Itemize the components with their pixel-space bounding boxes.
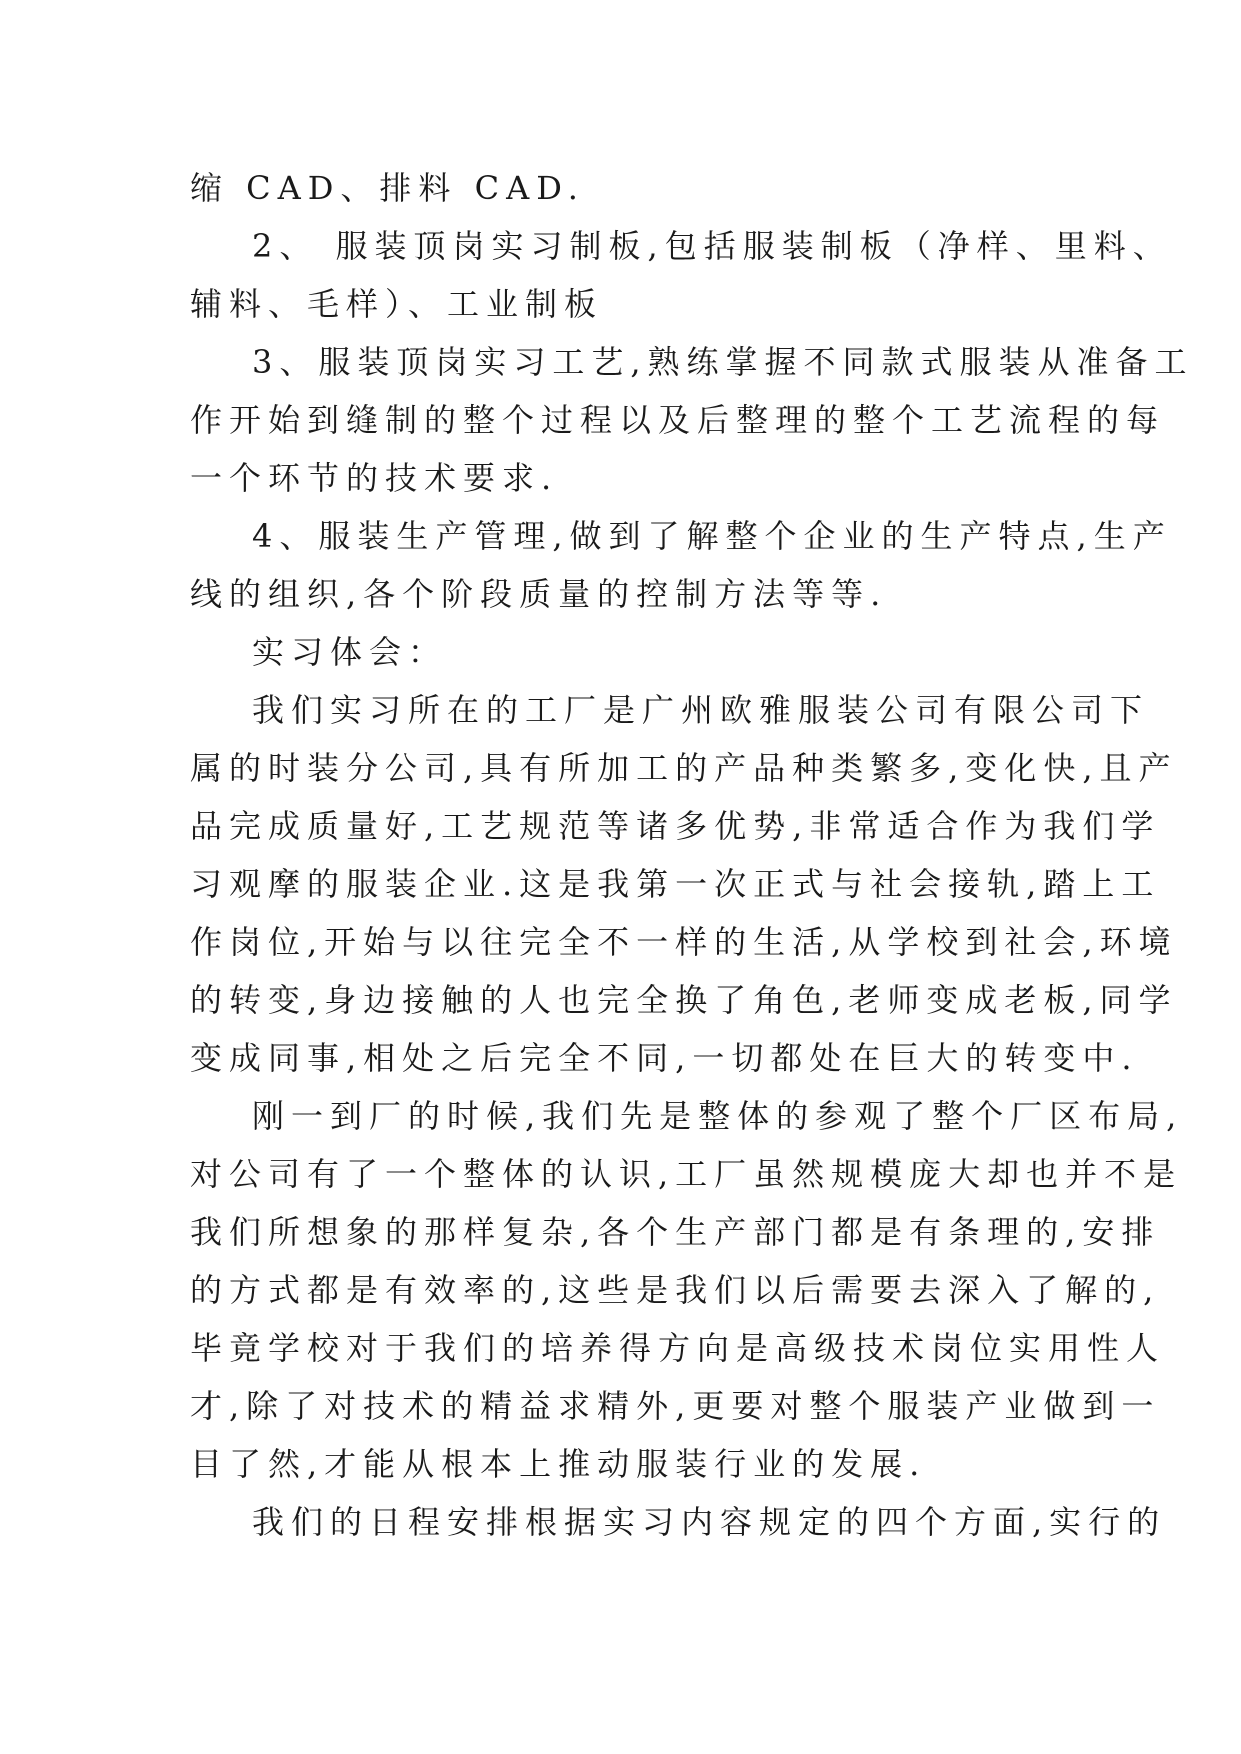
text-line: 我们实习所在的工厂是广州欧雅服装公司有限公司下	[252, 691, 1150, 729]
text-line: 辅料、毛样）、工业制板	[190, 285, 604, 323]
text-line: 线的组织,各个阶段质量的控制方法等等.	[190, 575, 888, 613]
text-line: 的方式都是有效率的,这些是我们以后需要去深入了解的,	[190, 1271, 1161, 1309]
text-line: 目了然,才能从根本上推动服装行业的发展.	[190, 1445, 927, 1483]
text-line: 习观摩的服装企业.这是我第一次正式与社会接轨,踏上工	[190, 865, 1161, 903]
text-line: 缩 CAD、排料 CAD.	[190, 169, 585, 207]
text-line: 一个环节的技术要求.	[190, 459, 559, 497]
text-line: 3、服装顶岗实习工艺,熟练掌握不同款式服装从准备工	[252, 343, 1194, 381]
text-line: 属的时装分公司,具有所加工的产品种类繁多,变化快,且产	[190, 749, 1178, 787]
text-line: 我们所想象的那样复杂,各个生产部门都是有条理的,安排	[190, 1213, 1161, 1251]
text-line: 才,除了对技术的精益求精外,更要对整个服装产业做到一	[190, 1387, 1161, 1425]
text-line: 变成同事,相处之后完全不同,一切都处在巨大的转变中.	[190, 1039, 1139, 1077]
text-line: 品完成质量好,工艺规范等诸多优势,非常适合作为我们学	[190, 807, 1161, 845]
text-line: 毕竟学校对于我们的培养得方向是高级技术岗位实用性人	[190, 1329, 1166, 1367]
text-line: 作开始到缝制的整个过程以及后整理的整个工艺流程的每	[190, 401, 1166, 439]
text-line: 的转变,身边接触的人也完全换了角色,老师变成老板,同学	[190, 981, 1178, 1019]
section-heading: 实习体会：	[252, 633, 448, 671]
text-line: 作岗位,开始与以往完全不一样的生活,从学校到社会,环境	[190, 923, 1178, 961]
text-line: 对公司有了一个整体的认识,工厂虽然规模庞大却也并不是	[190, 1155, 1183, 1193]
text-line: 刚一到厂的时候,我们先是整体的参观了整个厂区布局,	[252, 1097, 1184, 1135]
text-line: 4、服装生产管理,做到了解整个企业的生产特点,生产	[252, 517, 1172, 555]
text-line: 2、 服装顶岗实习制板,包括服装制板（净样、里料、	[252, 227, 1172, 265]
text-line: 我们的日程安排根据实习内容规定的四个方面,实行的	[252, 1503, 1167, 1541]
